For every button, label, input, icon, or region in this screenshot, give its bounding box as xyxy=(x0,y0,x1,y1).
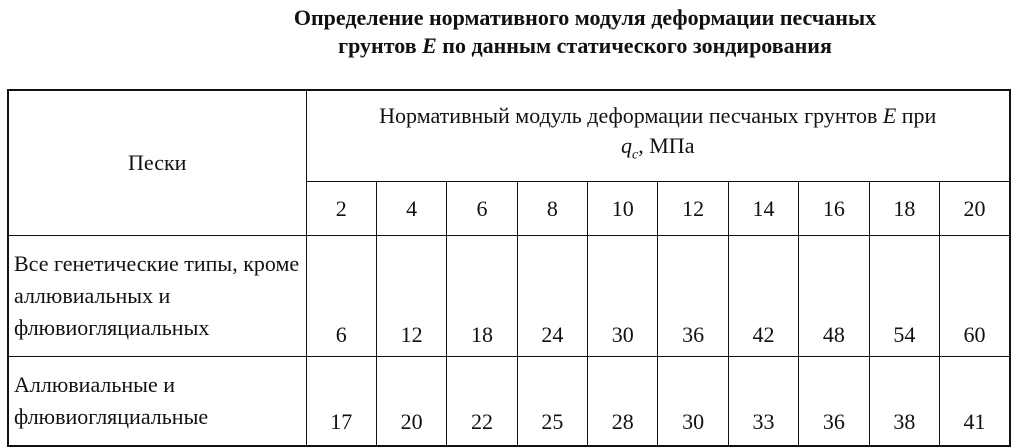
table-cell: 30 xyxy=(658,357,728,447)
table-cell: 12 xyxy=(376,236,446,357)
qc-value: 4 xyxy=(376,182,446,236)
group-header-unit: , МПа xyxy=(638,133,695,159)
table-cell: 24 xyxy=(517,236,587,357)
row-label: Все генетические типы, кроме аллювиальных и флювиогляциальных xyxy=(8,236,306,357)
qc-value: 8 xyxy=(517,182,587,236)
qc-value: 6 xyxy=(447,182,517,236)
qc-symbol-q: q xyxy=(621,133,633,159)
table-cell: 6 xyxy=(306,236,376,357)
qc-value: 14 xyxy=(728,182,798,236)
table-cell: 60 xyxy=(940,236,1010,357)
table-title xyxy=(0,4,1024,60)
group-header-mid: при xyxy=(896,103,937,129)
table-cell: 25 xyxy=(517,357,587,447)
table-cell: 20 xyxy=(376,357,446,447)
title-line-2 xyxy=(0,32,1024,60)
table-cell: 42 xyxy=(728,236,798,357)
title-variable-e: E xyxy=(422,33,437,58)
table-cell: 33 xyxy=(728,357,798,447)
table-row xyxy=(8,236,1010,357)
qc-value: 10 xyxy=(588,182,658,236)
title-line-1: Определение нормативного модуля деформации песчаных xyxy=(293,5,877,30)
table-row xyxy=(8,357,1010,447)
table-cell: 38 xyxy=(869,357,939,447)
table-cell: 22 xyxy=(447,357,517,447)
qc-value: 2 xyxy=(306,182,376,236)
title-line-2-pre: грунтов xyxy=(338,33,423,58)
group-header-text: Нормативный модуль деформации песчаных грунтов xyxy=(379,103,883,129)
qc-value: 18 xyxy=(869,182,939,236)
table-cell: 48 xyxy=(799,236,869,357)
table-cell: 28 xyxy=(588,357,658,447)
sands-header: Пески xyxy=(8,90,306,236)
qc-value: 20 xyxy=(940,182,1010,236)
table-cell: 30 xyxy=(588,236,658,357)
table-cell: 36 xyxy=(799,357,869,447)
table-cell: 36 xyxy=(658,236,728,357)
table-cell: 54 xyxy=(869,236,939,357)
header-row-1 xyxy=(8,90,1010,182)
qc-value: 12 xyxy=(658,182,728,236)
qc-symbol-sub: c xyxy=(632,147,639,163)
modulus-group-header xyxy=(306,90,1010,182)
row-label: Аллювиальные и флювиогляциальные xyxy=(8,357,306,447)
table-cell: 18 xyxy=(447,236,517,357)
qc-value: 16 xyxy=(799,182,869,236)
title-line-2-post: по данным статического зондирования xyxy=(436,33,832,58)
table-cell: 17 xyxy=(306,357,376,447)
table-cell: 41 xyxy=(940,357,1010,447)
group-header-variable-e: E xyxy=(882,103,897,129)
deformation-modulus-table xyxy=(7,89,1011,447)
qc-symbol xyxy=(621,133,639,163)
